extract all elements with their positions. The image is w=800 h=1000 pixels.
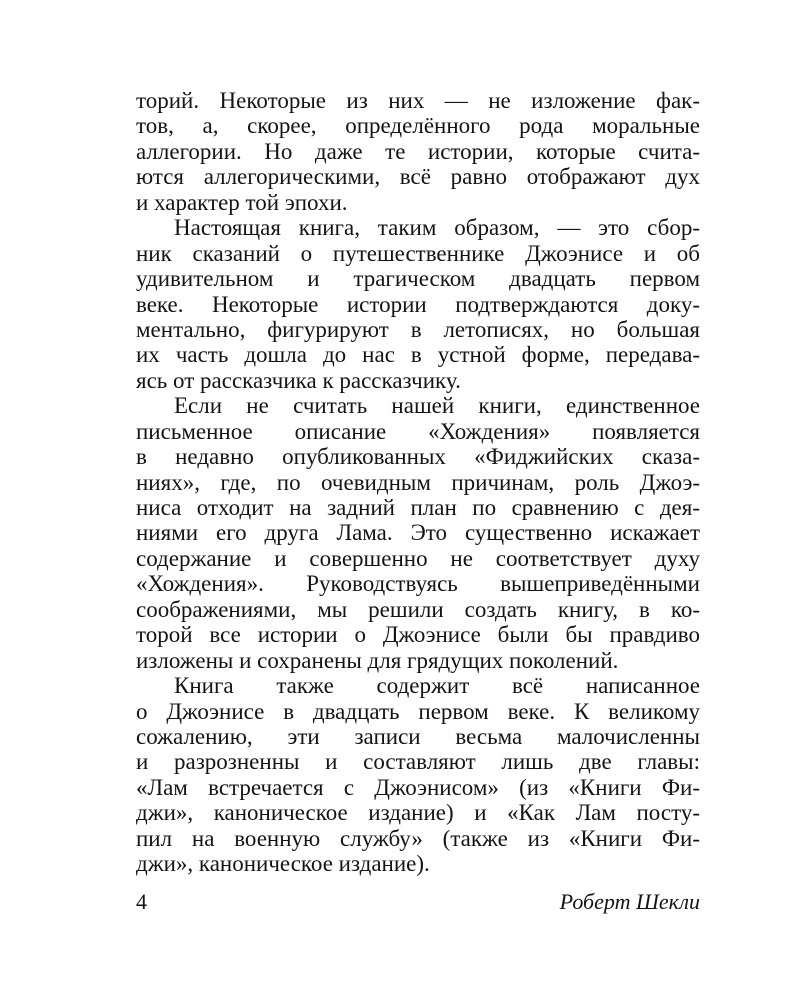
paragraph-start-line: Настоящая книга, таким образом, — это сбор- — [174, 215, 700, 241]
running-author: Роберт Шекли — [559, 889, 700, 914]
page-footer — [136, 888, 700, 916]
text-line: веке. Некоторые истории подтверждаются доку- — [136, 291, 700, 317]
text-line: соображениями, мы решили создать книгу, в ко- — [136, 596, 700, 622]
text-line: ясь от рассказчика к рассказчику. — [136, 367, 461, 393]
text-line: джи», каноническое издание) и «Как Лам посту- — [136, 800, 700, 826]
text-line: и характер той эпохи. — [136, 189, 348, 215]
text-line: ниса отходит на задний план по сравнению с дея- — [136, 495, 700, 520]
text-line: тов, а, скорее, определённого рода моральные — [136, 113, 700, 139]
text-line: и разрозненны и составляют лишь две главы: — [136, 749, 700, 775]
text-line: торий. Некоторые из них — не изложение фак- — [136, 88, 700, 113]
text-line: сожалению, эти записи весьма малочисленны — [136, 723, 700, 749]
text-line: ются аллегорическими, всё равно отображают дух — [136, 164, 700, 190]
text-line: «Хождения». Руководствуясь вышеприведёнными — [136, 571, 700, 597]
text-line: пил на военную службу» (также из «Книги Фи- — [136, 825, 700, 851]
text-line: ник сказаний о путешественнике Джоэнисе и об — [136, 240, 700, 266]
text-line: джи», каноническое издание). — [136, 851, 430, 877]
text-line: в недавно опубликованных «Фиджийских сказа- — [136, 444, 700, 470]
paragraph-start-line: Книга также содержит всё написанное — [174, 673, 700, 699]
text-line: содержание и совершенно не соответствует духу — [136, 545, 700, 571]
text-line: изложены и сохранены для грядущих поколений. — [136, 647, 619, 673]
page-number: 4 — [136, 889, 147, 914]
text-line: письменное описание «Хождения» появляется — [136, 418, 700, 444]
text-line: ментально, фигурируют в летописях, но большая — [136, 316, 700, 342]
text-line: о Джоэнисе в двадцать первом веке. К великому — [136, 698, 700, 724]
body-text — [136, 88, 700, 877]
text-line: ниями его друга Лама. Это существенно искажает — [136, 520, 700, 546]
text-line: их часть дошла до нас в устной форме, передава- — [136, 342, 700, 368]
text-line: «Лам встречается с Джоэнисом» (из «Книги Фи- — [136, 774, 700, 800]
paragraph-start-line: Если не считать нашей книги, единственное — [174, 393, 700, 419]
text-line: торой все истории о Джоэнисе были бы правдиво — [136, 622, 700, 648]
text-line: удивительном и трагическом двадцать первом — [136, 266, 700, 292]
text-line: аллегории. Но даже те истории, которые счита- — [136, 138, 700, 164]
text-line: ниях», где, по очевидным причинам, роль Джоэ- — [136, 469, 700, 495]
